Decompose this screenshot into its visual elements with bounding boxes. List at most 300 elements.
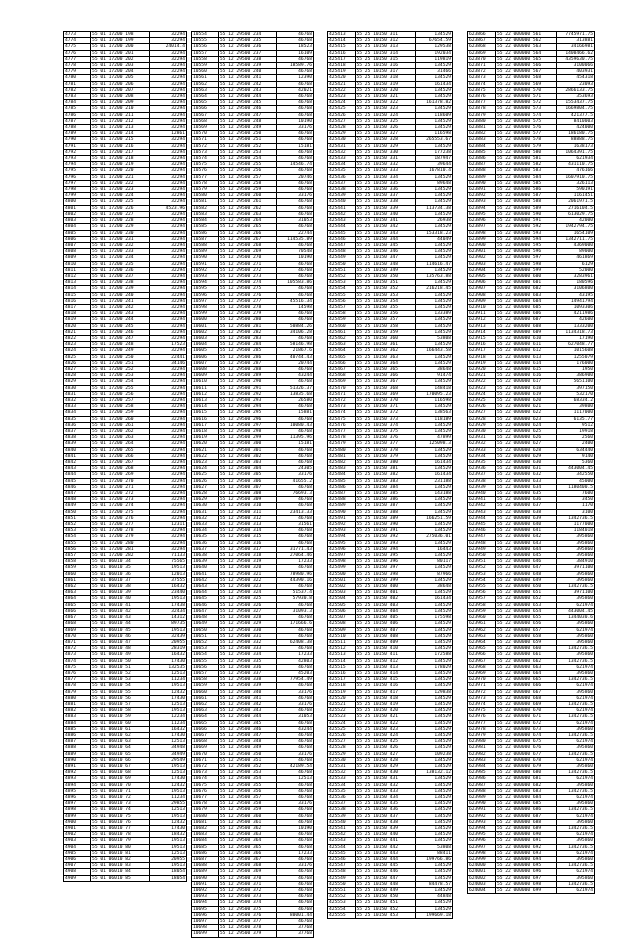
row-number: 4907: [64, 863, 91, 869]
account-code: 55 25 10150 429: [355, 763, 415, 769]
account-code: 55 25 10150 402: [355, 596, 415, 602]
amount: 634440: [556, 447, 594, 453]
account-code: 55 01 17200 257: [91, 397, 150, 403]
account-code: 55 25 10150 320: [355, 87, 415, 93]
row-number: 623945: [468, 522, 496, 528]
row-number: 425520: [328, 695, 356, 701]
account-code: 55 22 000000 578: [495, 137, 556, 143]
account-code: 55 22 000000 694: [495, 857, 556, 863]
account-code: 55 22 000000 574: [495, 112, 556, 118]
account-code: 55 25 10150 373: [355, 416, 415, 422]
account-code: 55 01 17200 221: [91, 174, 150, 180]
amount: 443004.45: [556, 608, 594, 614]
amount: 32294: [150, 118, 187, 124]
amount: 32294: [150, 460, 187, 466]
account-code: 55 12 29500 366: [218, 850, 277, 856]
account-code: 55 22 000000 590: [495, 211, 556, 217]
account-code: 55 01 06010 61: [91, 726, 150, 732]
row-number: 623963: [468, 633, 496, 639]
account-code: 55 12 29500 259: [218, 187, 277, 193]
amount: 78980.96: [277, 571, 314, 577]
amount: 34166981: [556, 44, 594, 50]
account-code: 55 25 10150 347: [355, 255, 415, 261]
amount: 32294: [150, 187, 187, 193]
account-code: 55 22 000000 581: [495, 156, 556, 162]
row-number: 425445: [328, 230, 356, 236]
row-number: 425504: [328, 596, 356, 602]
account-code: 55 22 000000 643: [495, 540, 556, 546]
account-code: 55 12 29500 240: [218, 69, 277, 75]
amount: 32294: [150, 391, 187, 397]
amount: 12234: [150, 714, 187, 720]
amount: 37768: [277, 931, 314, 937]
row-number: 4843: [64, 466, 91, 472]
row-number: 4785: [64, 106, 91, 112]
row-number: 4882: [64, 708, 91, 714]
amount: 134529: [415, 106, 453, 112]
row-number: 623936: [468, 466, 496, 472]
row-number: 425459: [328, 317, 356, 323]
row-number: 10672: [192, 763, 219, 769]
row-number: 623998: [468, 850, 496, 856]
amount: 621974: [556, 776, 594, 782]
amount: 57930.8: [277, 596, 314, 602]
row-number: 623916: [468, 342, 496, 348]
account-code: 55 22 000000 641: [495, 528, 556, 534]
row-number: 4895: [64, 788, 91, 794]
amount: 46768: [277, 515, 314, 521]
row-number: 425477: [328, 429, 356, 435]
amount: 114535.89: [277, 236, 314, 242]
amount: 33176: [277, 689, 314, 695]
row-number: 4909: [64, 875, 91, 881]
row-number: 4890: [64, 757, 91, 763]
account-code: 55 25 10150 313: [355, 44, 415, 50]
account-code: 55 25 10150 443: [355, 850, 415, 856]
row-number: 10594: [192, 280, 219, 286]
account-code: 55 25 10150 377: [355, 441, 415, 447]
row-number: 10607: [192, 360, 219, 366]
row-number: 425539: [328, 813, 356, 819]
amount: 395860: [556, 639, 594, 645]
account-code: 55 01 17200 267: [91, 460, 150, 466]
row-number: 4794: [64, 162, 91, 168]
amount: 134529: [415, 763, 453, 769]
account-code: 55 22 000000 696: [495, 869, 556, 875]
amount: 134529: [415, 646, 453, 652]
row-number: 623881: [468, 125, 496, 131]
amount: 32294: [150, 515, 187, 521]
amount: 384910: [556, 559, 594, 565]
row-number: 4898: [64, 807, 91, 813]
amount: 88888.75: [556, 137, 594, 143]
row-number: 10696: [192, 912, 219, 918]
account-code: 55 25 10150 336: [355, 187, 415, 193]
account-code: 55 01 17200 274: [91, 503, 150, 509]
row-number: 4889: [64, 751, 91, 757]
amount: 32294: [150, 397, 187, 403]
row-number: 623944: [468, 515, 496, 521]
row-number: 4846: [64, 484, 91, 490]
row-number: 10609: [192, 373, 219, 379]
account-code: 55 01 17200 241: [91, 298, 150, 304]
amount: 2061971.5: [556, 199, 594, 205]
amount: 134529: [415, 143, 453, 149]
account-code: 55 22 000000 662: [495, 658, 556, 664]
account-code: 55 25 10150 350: [355, 273, 415, 279]
row-number: 623947: [468, 534, 496, 540]
amount: 17438: [150, 602, 187, 608]
amount: 170095.23: [415, 391, 453, 397]
amount: 3100066: [556, 63, 594, 69]
amount: 19513: [150, 788, 187, 794]
amount: 46768: [277, 447, 314, 453]
row-number: 425474: [328, 410, 356, 416]
row-number: 425413: [328, 32, 356, 38]
account-code: 55 25 10150 401: [355, 590, 415, 596]
amount: 26938: [415, 218, 453, 224]
amount: 421377.5: [556, 112, 594, 118]
amount: 80117: [415, 559, 453, 565]
account-code: 55 01 06010 62: [91, 732, 150, 738]
amount: 46768: [277, 695, 314, 701]
account-code: 55 25 10150 434: [355, 794, 415, 800]
row-number: 623914: [468, 329, 496, 335]
account-code: 55 12 29500 305: [218, 472, 277, 478]
row-number: 623918: [468, 354, 496, 360]
row-number: 425518: [328, 683, 356, 689]
account-code: 55 01 06010 63: [91, 739, 150, 745]
amount: 621974: [556, 683, 594, 689]
account-code: 55 25 10150 345: [355, 242, 415, 248]
amount: 134529: [415, 720, 453, 726]
row-number: 623880: [468, 118, 496, 124]
amount: 1342736.5: [556, 701, 594, 707]
amount: 32294: [150, 255, 187, 261]
account-code: 55 25 10150 364: [355, 360, 415, 366]
account-code: 55 25 10150 425: [355, 739, 415, 745]
row-number: 623924: [468, 391, 496, 397]
account-code: 55 22 000000 681: [495, 776, 556, 782]
account-code: 55 25 10150 382: [355, 472, 415, 478]
row-number: 623969: [468, 670, 496, 676]
account-code: 55 01 06010 53: [91, 677, 150, 683]
account-code: 55 01 17200 224: [91, 193, 150, 199]
amount: 395860: [556, 577, 594, 583]
account-code: 55 22 000000 623: [495, 416, 556, 422]
account-code: 55 12 29500 243: [218, 87, 277, 93]
row-number: 623970: [468, 677, 496, 683]
amount: 134529: [415, 329, 453, 335]
row-number: 623959: [468, 608, 496, 614]
amount: 46768: [277, 708, 314, 714]
amount: 46768: [277, 906, 314, 912]
amount: 621974: [556, 627, 594, 633]
row-number: 10658: [192, 677, 219, 683]
row-number: 10611: [192, 385, 219, 391]
amount: 621974: [556, 850, 594, 856]
amount: 46768: [277, 844, 314, 850]
account-code: 55 22 000000 630: [495, 460, 556, 466]
account-code: 55 12 29500 262: [218, 205, 277, 211]
row-number: 10685: [192, 844, 219, 850]
row-number: 4886: [64, 732, 91, 738]
amount: 395860: [556, 726, 594, 732]
amount: 46768: [277, 565, 314, 571]
account-code: 55 01 06010 57: [91, 701, 150, 707]
account-code: 55 22 000000 625: [495, 429, 556, 435]
row-number: 4829: [64, 379, 91, 385]
row-number: 4789: [64, 131, 91, 137]
account-code: 55 22 000000 679: [495, 763, 556, 769]
amount: 16443: [415, 546, 453, 552]
amount: 18054: [150, 869, 187, 875]
row-number: 4815: [64, 292, 91, 298]
account-code: 55 22 000000 603: [495, 292, 556, 298]
row-number: 425531: [328, 763, 356, 769]
records-table-2: [191, 31, 314, 938]
amount: 178029: [415, 664, 453, 670]
row-number: 425435: [328, 168, 356, 174]
amount: 180596: [556, 280, 594, 286]
amount: 18523: [277, 44, 314, 50]
account-code: 55 12 29500 315: [218, 534, 277, 540]
account-code: 55 12 29500 324: [218, 590, 277, 596]
row-number: 623915: [468, 335, 496, 341]
row-number: 4888: [64, 745, 91, 751]
amount: 44049: [415, 236, 453, 242]
row-number: 10640: [192, 565, 219, 571]
account-code: 55 01 06010 73: [91, 801, 150, 807]
amount: 2866133.75: [556, 87, 594, 93]
row-number: 10579: [192, 187, 219, 193]
amount: 395860: [556, 857, 594, 863]
row-number: 4806: [64, 236, 91, 242]
amount: 6135.77: [556, 416, 594, 422]
row-number: 4799: [64, 193, 91, 199]
account-code: 55 12 29500 357: [218, 794, 277, 800]
amount: 71133: [150, 553, 187, 559]
account-code: 55 25 10150 327: [355, 131, 415, 137]
account-code: 55 25 10150 445: [355, 863, 415, 869]
row-number: 623988: [468, 788, 496, 794]
account-code: 55 01 17200 262: [91, 429, 150, 435]
account-code: 55 12 29500 245: [218, 100, 277, 106]
amount: 1638173: [556, 143, 594, 149]
account-code: 55 01 06010 38: [91, 584, 150, 590]
row-number: 623894: [468, 205, 496, 211]
amount: 31053: [277, 218, 314, 224]
account-code: 55 25 10150 340: [355, 211, 415, 217]
account-code: 55 01 17200 201: [91, 50, 150, 56]
account-code: 55 01 06010 41: [91, 602, 150, 608]
amount: 22744: [277, 230, 314, 236]
account-code: 55 22 000000 648: [495, 571, 556, 577]
row-number: 4783: [64, 94, 91, 100]
amount: 32294: [150, 56, 187, 62]
account-code: 55 22 000000 607: [495, 317, 556, 323]
account-code: 55 25 10150 447: [355, 875, 415, 881]
account-code: 55 12 29500 330: [218, 627, 277, 633]
amount: 46768: [277, 106, 314, 112]
amount: 161434: [415, 472, 453, 478]
account-code: 55 22 000000 575: [495, 118, 556, 124]
row-number: 623933: [468, 447, 496, 453]
amount: 134529: [415, 565, 453, 571]
row-number: 10613: [192, 397, 219, 403]
account-code: 55 01 06010 54: [91, 683, 150, 689]
row-number: 425422: [328, 87, 356, 93]
account-code: 55 12 29500 292: [218, 391, 277, 397]
row-number: 623900: [468, 242, 496, 248]
amount: 46768: [277, 205, 314, 211]
account-code: 55 12 29500 379: [218, 931, 277, 937]
row-number: 425433: [328, 156, 356, 162]
row-number: 425454: [328, 286, 356, 292]
account-code: 55 22 000000 676: [495, 745, 556, 751]
amount: 89735: [150, 621, 187, 627]
amount: 134529: [415, 267, 453, 273]
row-number: 623913: [468, 323, 496, 329]
amount: 46768: [277, 32, 314, 38]
row-number: 4896: [64, 794, 91, 800]
amount: 12513: [150, 739, 187, 745]
account-code: 55 01 06010 56: [91, 695, 150, 701]
row-number: 624004: [468, 888, 496, 894]
amount: 32294: [150, 143, 187, 149]
amount: 32294: [150, 125, 187, 131]
row-number: 425496: [328, 546, 356, 552]
row-number: 623972: [468, 689, 496, 695]
amount: 32294: [150, 273, 187, 279]
row-number: 4800: [64, 199, 91, 205]
row-number: 10650: [192, 627, 219, 633]
row-number: 425515: [328, 664, 356, 670]
amount: 46768: [277, 633, 314, 639]
amount: 132535: [150, 664, 187, 670]
amount: 46768: [277, 540, 314, 546]
account-code: 55 25 10150 322: [355, 100, 415, 106]
account-code: 55 12 29500 350: [218, 751, 277, 757]
row-number: 4778: [64, 63, 91, 69]
row-number: 10559: [192, 63, 219, 69]
account-code: 55 12 29500 257: [218, 174, 277, 180]
account-code: 55 12 29500 295: [218, 410, 277, 416]
account-code: 55 01 06010 36: [91, 571, 150, 577]
row-number: 425467: [328, 366, 356, 372]
row-number: 4856: [64, 546, 91, 552]
amount: 32294: [150, 224, 187, 230]
amount: 32294: [150, 112, 187, 118]
amount: 461869: [556, 255, 594, 261]
amount: 46768: [277, 832, 314, 838]
account-code: 55 12 29500 373: [218, 894, 277, 900]
amount: 199669.18: [415, 912, 453, 918]
account-code: 55 12 29500 266: [218, 230, 277, 236]
row-number: 425430: [328, 137, 356, 143]
account-code: 55 12 29500 271: [218, 261, 277, 267]
row-number: 623962: [468, 627, 496, 633]
row-number: 623983: [468, 757, 496, 763]
amount: 454318: [556, 75, 594, 81]
account-code: 55 22 000000 639: [495, 515, 556, 521]
amount: 53808: [415, 335, 453, 341]
row-number: 4861: [64, 577, 91, 583]
row-number: 4884: [64, 720, 91, 726]
amount: 19513: [150, 838, 187, 844]
account-code: 55 01 17200 252: [91, 366, 150, 372]
account-code: 55 12 29500 242: [218, 81, 277, 87]
row-number: 4813: [64, 280, 91, 286]
amount: 32294: [150, 323, 187, 329]
row-number: 623946: [468, 528, 496, 534]
amount: 133389: [415, 311, 453, 317]
amount: 46768: [277, 416, 314, 422]
amount: 2560: [556, 435, 594, 441]
row-number: 623948: [468, 540, 496, 546]
row-number: 10637: [192, 546, 219, 552]
amount: 19513: [150, 844, 187, 850]
account-code: 55 22 000000 647: [495, 565, 556, 571]
account-code: 55 25 10150 339: [355, 205, 415, 211]
row-number: 4879: [64, 689, 91, 695]
row-number: 4851: [64, 515, 91, 521]
amount: 6129: [556, 261, 594, 267]
account-code: 55 12 29500 281: [218, 323, 277, 329]
account-code: 55 12 29500 356: [218, 788, 277, 794]
amount: 1553437.75: [556, 100, 594, 106]
amount: 32294: [150, 348, 187, 354]
account-code: 55 22 000000 682: [495, 782, 556, 788]
amount: 80001.44: [277, 912, 314, 918]
amount: 476166: [556, 168, 594, 174]
account-code: 55 22 000000 688: [495, 819, 556, 825]
account-code: 55 12 29500 255: [218, 162, 277, 168]
account-code: 55 01 17200 254: [91, 379, 150, 385]
row-number: 10662: [192, 701, 219, 707]
amount: 621934: [556, 156, 594, 162]
amount: 1342736.5: [556, 863, 594, 869]
row-number: 425485: [328, 478, 356, 484]
row-number: 10681: [192, 819, 219, 825]
account-code: 55 22 000000 657: [495, 627, 556, 633]
amount: 15181: [277, 143, 314, 149]
account-code: 55 01 17200 246: [91, 329, 150, 335]
amount: 424000: [556, 125, 594, 131]
row-number: 10669: [192, 745, 219, 751]
amount: 32294: [150, 236, 187, 242]
amount: 46768: [277, 292, 314, 298]
account-code: 55 12 29500 235: [218, 38, 277, 44]
account-code: 55 12 29500 335: [218, 658, 277, 664]
row-number: 10660: [192, 689, 219, 695]
row-number: 4804: [64, 224, 91, 230]
amount: 20955: [150, 639, 187, 645]
account-code: 55 12 29500 302: [218, 453, 277, 459]
row-number: 4908: [64, 869, 91, 875]
amount: 1654109: [556, 230, 594, 236]
amount: 3450: [556, 497, 594, 503]
amount: 32294: [150, 69, 187, 75]
account-code: 55 22 000000 568: [495, 75, 556, 81]
amount: 18054: [150, 875, 187, 881]
amount: 175598: [415, 615, 453, 621]
row-number: 425554: [328, 906, 356, 912]
amount: 22441: [150, 354, 187, 360]
account-code: 55 25 10150 390: [355, 522, 415, 528]
row-number: 425502: [328, 584, 356, 590]
row-number: 623942: [468, 503, 496, 509]
